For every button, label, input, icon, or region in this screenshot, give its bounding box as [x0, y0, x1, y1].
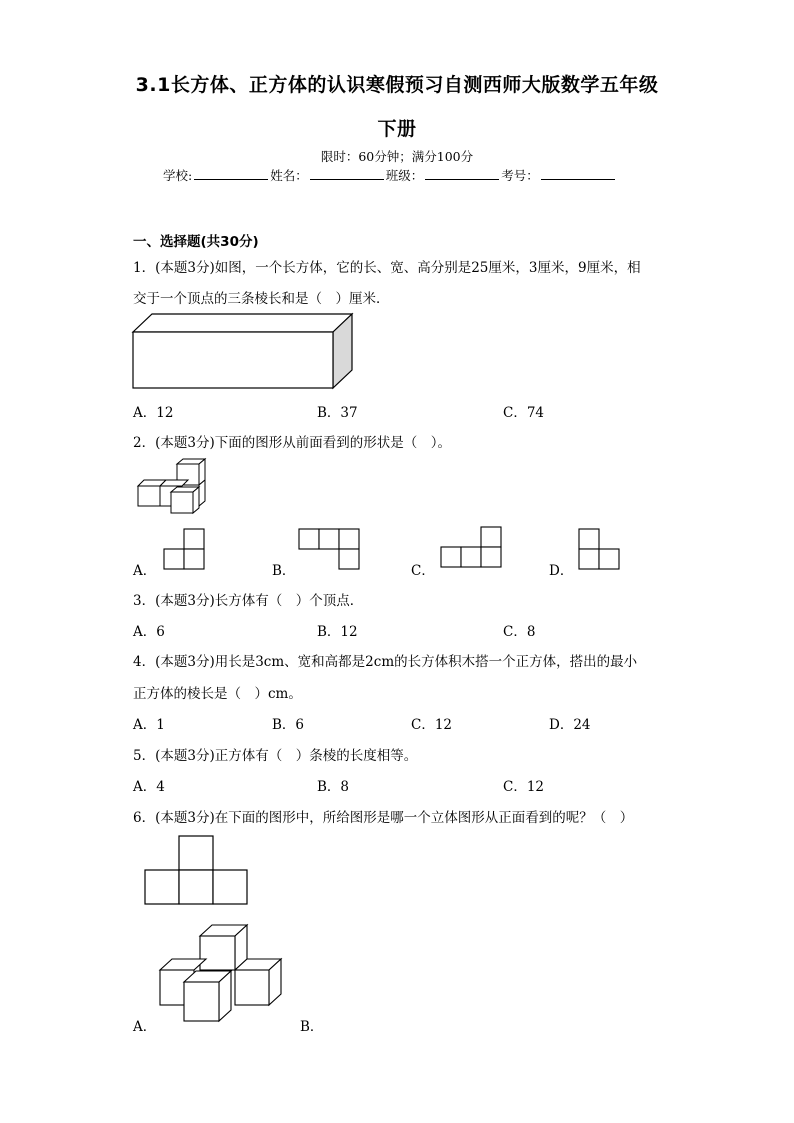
q1-option-a[interactable]: A．12	[133, 405, 174, 421]
q5-option-b[interactable]: B．8	[317, 779, 350, 795]
question-2-text: 2．(本题3分)下面的图形从前面看到的形状是（ ）。	[133, 435, 451, 451]
class-label: 班级：	[385, 168, 424, 183]
q5-option-c[interactable]: C．12	[503, 779, 545, 795]
q2-option-a-figure	[163, 528, 205, 570]
question-1-text-cont: 交于一个顶点的三条棱长和是（ ）厘米．	[133, 291, 390, 307]
q6-option-b[interactable]: B．	[300, 1019, 324, 1035]
question-4-text-cont: 正方体的棱长是（ ）cm。	[133, 686, 302, 702]
school-field[interactable]	[194, 167, 268, 180]
question-3-text: 3．(本题3分)长方体有（ ）个顶点．	[133, 593, 364, 609]
cuboid-figure	[133, 313, 355, 391]
q2-option-a[interactable]: A．	[133, 563, 157, 579]
q2-option-b[interactable]: B．	[272, 563, 296, 579]
question-5-text: 5．(本题3分)正方体有（ ）条棱的长度相等。	[133, 748, 418, 764]
q2-option-c[interactable]: C．	[411, 563, 435, 579]
q1-option-b[interactable]: B．37	[317, 405, 358, 421]
number-label: 考号：	[501, 168, 539, 183]
q4-option-b[interactable]: B．6	[272, 717, 305, 733]
q3-option-a[interactable]: A．6	[133, 624, 165, 640]
q4-option-d[interactable]: D．24	[549, 717, 591, 733]
q2-option-d[interactable]: D．	[549, 563, 574, 579]
q5-option-a[interactable]: A．4	[133, 779, 165, 795]
number-field[interactable]	[541, 167, 615, 180]
student-info-row	[163, 166, 617, 184]
q4-option-a[interactable]: A．1	[133, 717, 165, 733]
section-heading: 一、选择题(共30分)	[133, 234, 259, 250]
q2-option-b-figure	[298, 528, 360, 570]
front-view-figure	[144, 835, 248, 905]
school-label: 学校:	[163, 168, 193, 183]
class-field[interactable]	[425, 167, 499, 180]
name-label: 姓名：	[270, 168, 308, 183]
time-info: 限时：60分钟；满分100分	[320, 149, 474, 164]
q6-option-a[interactable]: A．	[133, 1019, 157, 1035]
q4-option-c[interactable]: C．12	[411, 717, 453, 733]
q2-option-c-figure	[440, 526, 502, 568]
page-title-line2: 下册	[377, 118, 417, 140]
cube-cross-figure	[159, 923, 283, 1023]
q2-option-d-figure	[578, 528, 620, 570]
q1-option-c[interactable]: C．74	[503, 405, 545, 421]
question-1-text: 1．(本题3分)如图，一个长方体，它的长、宽、高分别是25厘米，3厘米，9厘米，相	[133, 260, 641, 276]
cube-stack-figure	[137, 458, 209, 516]
question-6-text: 6．(本题3分)在下面的图形中，所给图形是哪一个立体图形从正面看到的呢？（ ）	[133, 810, 634, 826]
q3-option-b[interactable]: B．12	[317, 624, 358, 640]
q3-option-c[interactable]: C．8	[503, 624, 536, 640]
question-4-text: 4．(本题3分)用长是3cm、宽和高都是2cm的长方体积木搭一个正方体，搭出的最小	[133, 654, 638, 670]
page-title: 3.1长方体、正方体的认识寒假预习自测西师大版数学五年级	[135, 74, 659, 96]
name-field[interactable]	[310, 167, 384, 180]
